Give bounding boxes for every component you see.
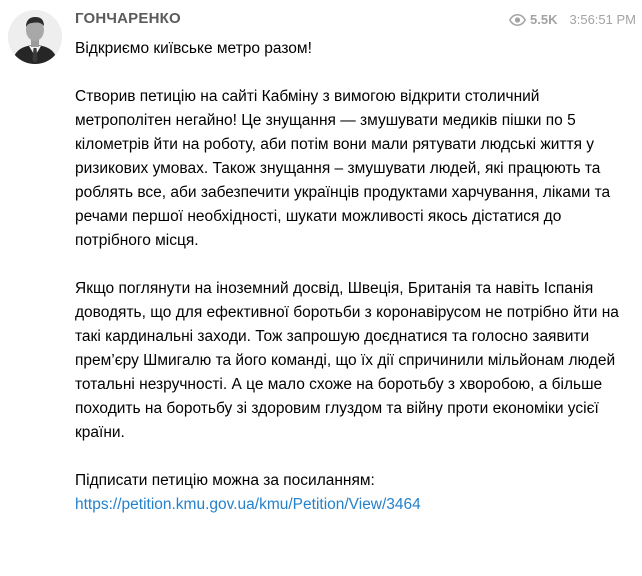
post-paragraph: Якщо поглянути на іноземний досвід, Швеція, Британія та навіть Іспанія доводять, що для ефективної боротьби з коронавірусом не потрібно йти на такі кардинальні заходи. Тож запрошую доєднатися та голосно заявити прем’єру Шмигалю та його команді, що їх дії спричинили мільйонам людей тотальні незручності. А це мало схоже на боротьбу з хворобою, а більше походить на боротьбу зі здоровим глуздом та війну проти економіки усієї країни. bbox=[75, 280, 619, 441]
post-text bbox=[75, 37, 635, 517]
author-photo bbox=[8, 10, 62, 64]
post-paragraph: Підписати петицію можна за посиланням: bbox=[75, 472, 375, 489]
petition-link[interactable]: https://petition.kmu.gov.ua/kmu/Petition/View/3464 bbox=[75, 496, 421, 513]
views-counter bbox=[509, 12, 557, 27]
views-count: 5.5K bbox=[530, 12, 558, 27]
post-headline: Відкриємо київське метро разом! bbox=[75, 40, 312, 57]
post-meta bbox=[509, 12, 636, 27]
eye-icon bbox=[509, 14, 526, 26]
post-time: 3:56:51 PM bbox=[569, 12, 636, 27]
post-paragraph: Створив петицію на сайті Кабміну з вимогою відкрити столичний метрополітен негайно! Це знущання — змушувати медиків пішки по 5 кілометрів йти на роботу, аби потім вони мали рятувати людські життя у ризикових умовах. Також знущання – змушувати людей, які працюють та роблять все, аби забезпечити українців продуктами харчування, ліками та речами першої необхідності, шукати можливості якось дістатися до потрібного місця. bbox=[75, 88, 611, 249]
author-avatar[interactable] bbox=[8, 10, 62, 64]
channel-title[interactable]: ГОНЧАРЕНКО bbox=[75, 10, 181, 27]
